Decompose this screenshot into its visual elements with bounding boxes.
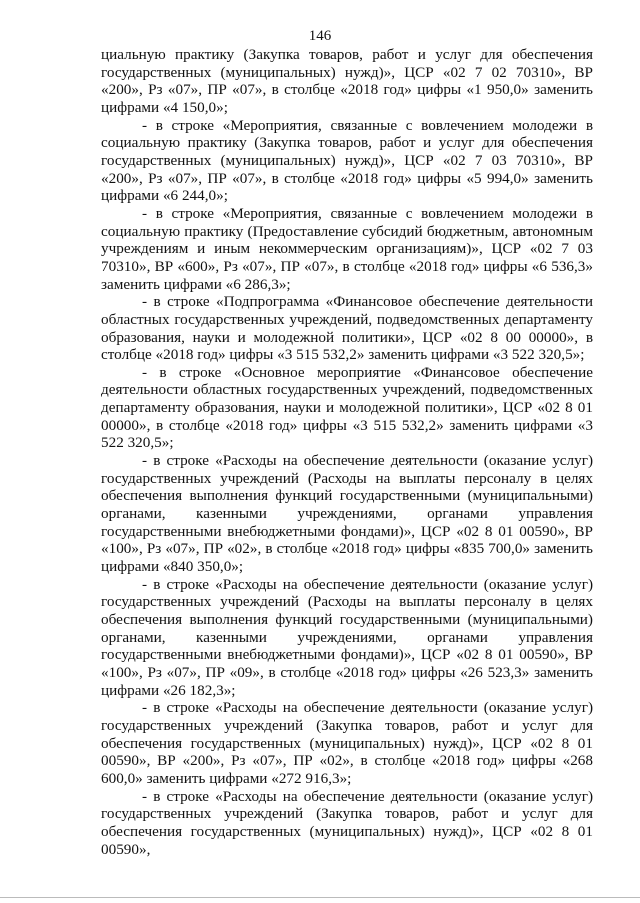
paragraph-amendment: - в строке «Основное мероприятие «Финансовое обеспечение деятельности областных государственных учреждений, подведомственных департаменту образования, науки и молодежной политики», ЦСР «02 8 01 00000», в столбце «2018 год» цифры «3 515 532,2» заменить цифрами «3 522 320,5»; — [101, 363, 593, 452]
document-body — [101, 46, 593, 858]
paragraph-amendment: - в строке «Расходы на обеспечение деятельности (оказание услуг) государственных учреждений (Расходы на выплаты персоналу в целях обеспечения выполнения функций государственными (муниципальными) органами, казенными учреждениями, органами управления государственными внебюджетными фондами)», ЦСР «02 8 01 00590», ВР «100», Рз «07», ПР «09», в столбце «2018 год» цифры «26 523,3» заменить цифрами «26 182,3»; — [101, 575, 593, 699]
paragraph-amendment: - в строке «Подпрограмма «Финансовое обеспечение деятельности областных государственных учреждений, подведомственных департаменту образования, науки и молодежной политики», ЦСР «02 8 00 00000», в столбце «2018 год» цифры «3 515 532,2» заменить цифрами «3 522 320,5»; — [101, 293, 593, 364]
paragraph-continuation: циальную практику (Закупка товаров, работ и услуг для обеспечения государственных (муниципальных) нужд)», ЦСР «02 7 02 70310», ВР «200», Рз «07», ПР «07», в столбце «2018 год» цифры «1 950,0» заменить цифрами «4 150,0»; — [101, 46, 593, 116]
paragraph-amendment: - в строке «Мероприятия, связанные с вовлечением молодежи в социальную практику (Предоставление субсидий бюджетным, автономным учреждениям и иным некоммерческим организациям)», ЦСР «02 7 03 70310», ВР «600», Рз «07», ПР «07», в столбце «2018 год» цифры «6 536,3» заменить цифрами «6 286,3»; — [101, 204, 593, 293]
paragraph-amendment: - в строке «Мероприятия, связанные с вовлечением молодежи в социальную практику (Закупка товаров, работ и услуг для обеспечения государственных (муниципальных) нужд)», ЦСР «02 7 03 70310», ВР «200», Рз «07», ПР «07», в столбце «2018 год» цифры «5 994,0» заменить цифрами «6 244,0»; — [101, 116, 593, 205]
paragraph-amendment: - в строке «Расходы на обеспечение деятельности (оказание услуг) государственных учреждений (Закупка товаров, работ и услуг для обеспечения государственных (муниципальных) нужд)», ЦСР «02 8 01 00590», — [101, 787, 593, 858]
paragraph-amendment: - в строке «Расходы на обеспечение деятельности (оказание услуг) государственных учреждений (Расходы на выплаты персоналу в целях обеспечения выполнения функций государственными (муниципальными) органами, казенными учреждениями, органами управления государственными внебюджетными фондами)», ЦСР «02 8 01 00590», ВР «100», Рз «07», ПР «02», в столбце «2018 год» цифры «835 700,0» заменить цифрами «840 350,0»; — [101, 452, 593, 576]
page-bottom-edge — [0, 897, 640, 898]
page-number: 146 — [308, 28, 332, 44]
paragraph-amendment: - в строке «Расходы на обеспечение деятельности (оказание услуг) государственных учреждений (Закупка товаров, работ и услуг для обеспечения государственных (муниципальных) нужд)», ЦСР «02 8 01 00590», ВР «200», Рз «07», ПР «02», в столбце «2018 год» цифры «268 600,0» заменить цифрами «272 916,3»; — [101, 699, 593, 787]
